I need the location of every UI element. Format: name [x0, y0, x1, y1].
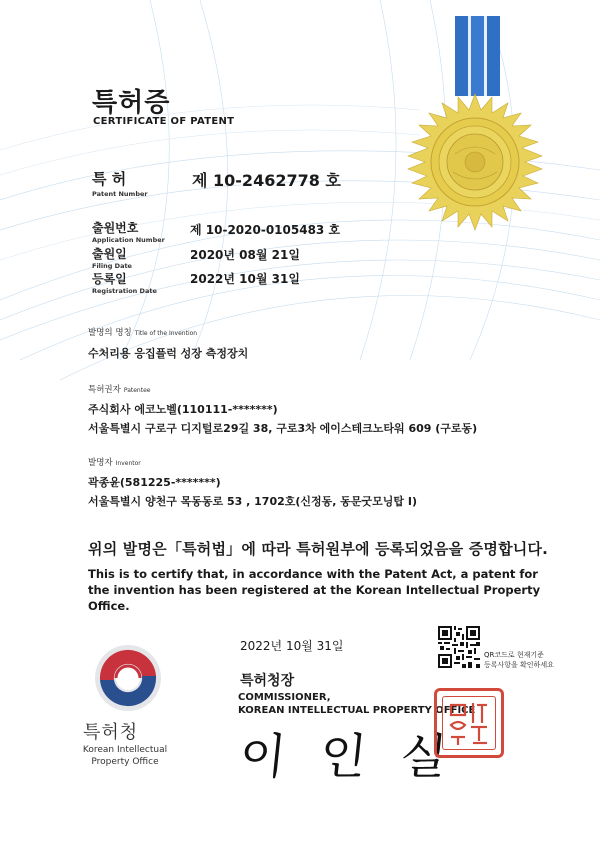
invention-section — [88, 320, 248, 361]
kipo-name-en-line2: Property Office — [91, 757, 159, 767]
issue-date: 2022년 10월 31일 — [240, 639, 344, 653]
filing-date-value: 2020년 08월 21일 — [190, 248, 300, 262]
registration-date-label-kr: 등록일 — [92, 272, 127, 286]
filing-date-label-kr: 출원일 — [92, 247, 127, 261]
filing-date-label-en: Filing Date — [92, 262, 132, 270]
registration-date-label — [92, 270, 157, 295]
inventor-label-kr: 발명자 — [88, 458, 113, 468]
commissioner-title-en-line2: KOREAN INTELLECTUAL PROPERTY OFFICE — [238, 705, 476, 716]
patentee-address: 서울특별시 구로구 디지털로29길 38, 구로3차 에이스테크노타워 609 (구로동) — [88, 422, 478, 435]
invention-title: 수처리용 응집플럭 성장 측정장치 — [88, 347, 249, 360]
gold-seal-icon — [405, 92, 545, 232]
seal-glyphs — [437, 691, 501, 755]
patent-number-label-en: Patent Number — [92, 190, 148, 198]
patentee-section — [88, 377, 477, 436]
kipo-name-en — [80, 744, 170, 768]
ribbon-icon — [455, 16, 501, 96]
commissioner-signature: 이인실 — [236, 729, 484, 785]
inventor-name: 곽종윤(581225-*******) — [88, 476, 221, 489]
invention-label-en: Title of the Invention — [134, 330, 198, 337]
invention-label-kr: 발명의 명칭 — [88, 328, 132, 338]
certification-text-en: This is to certify that, in accordance with the Patent Act, a patent for the invention has been registered at the Korean Intellectual Property Office. — [88, 567, 541, 613]
patent-number-label — [92, 168, 148, 198]
qr-instruction-line2: 등록사항을 확인하세요 — [484, 661, 554, 669]
patentee-label-en: Patentee — [123, 387, 151, 394]
registration-date-value: 2022년 10월 31일 — [190, 272, 300, 286]
kipo-logo-icon — [94, 644, 162, 712]
commissioner-title-en-line1: COMMISSIONER, — [238, 692, 331, 703]
patentee-label-kr: 특허권자 — [88, 385, 121, 395]
certificate-title-kr: 특허증 — [92, 88, 171, 118]
kipo-name-en-line1: Korean Intellectual — [82, 745, 168, 755]
qr-instruction-line1: QR코드로 현재기준 — [484, 651, 544, 659]
certificate-title-en: CERTIFICATE OF PATENT — [93, 116, 235, 127]
application-number-label-en: Application Number — [92, 236, 165, 244]
patent-number-value: 제 10-2462778 호 — [192, 171, 341, 190]
qr-code-icon[interactable] — [438, 626, 480, 668]
inventor-address: 서울특별시 양천구 목동동로 53 , 1702호(신정동, 동문굿모닝탑 I) — [88, 495, 418, 508]
filing-date-label — [92, 245, 132, 270]
patent-number-label-kr: 특 허 — [92, 170, 127, 188]
registration-date-label-en: Registration Date — [92, 287, 157, 295]
inventor-label-en: Inventor — [115, 460, 141, 467]
official-seal-stamp — [434, 688, 504, 758]
commissioner-title-kr: 특허청장 — [240, 673, 295, 689]
kipo-name-kr: 특허청 — [83, 722, 139, 743]
patentee-name: 주식회사 에코노벨(110111-*******) — [88, 403, 278, 416]
application-number-value: 제 10-2020-0105483 호 — [190, 223, 341, 237]
qr-instruction — [484, 650, 554, 670]
certification-text-kr: 위의 발명은「특허법」에 따라 특허원부에 등록되었음을 증명합니다. — [88, 540, 549, 558]
application-number-label — [92, 219, 165, 244]
application-number-label-kr: 출원번호 — [92, 221, 139, 235]
inventor-section — [88, 450, 417, 509]
